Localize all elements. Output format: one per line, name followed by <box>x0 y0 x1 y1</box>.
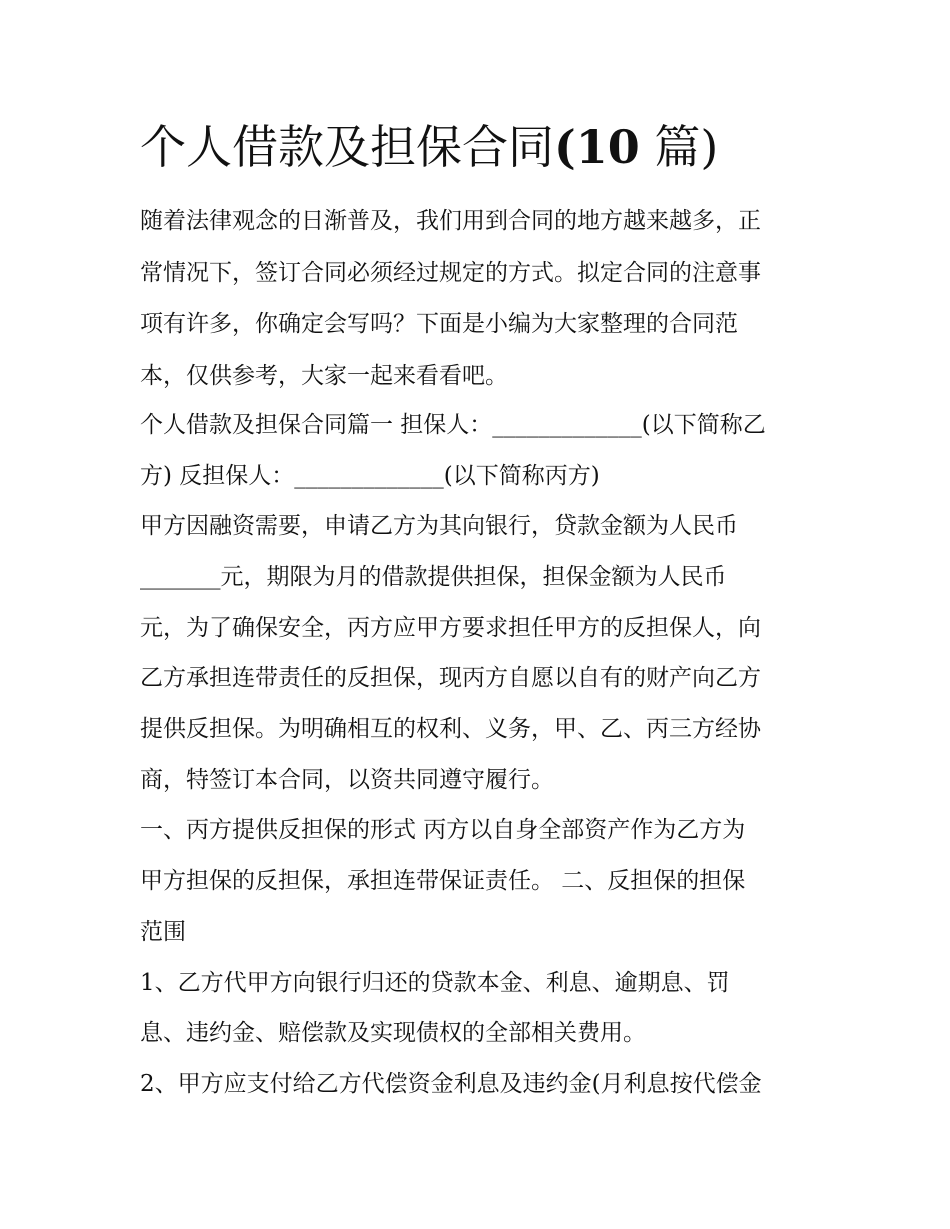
document-title <box>140 116 860 178</box>
body-line: 乙方承担连带责任的反担保，现丙方自愿以自有的财产向乙方 <box>140 665 761 691</box>
body-line: 方) 反担保人：_____________(以下简称丙方) <box>140 463 600 489</box>
title-number: (10 <box>554 120 640 174</box>
body-line: 一、丙方提供反担保的形式 丙方以自身全部资产作为乙方为 <box>140 817 746 843</box>
body-line: 提供反担保。为明确相互的权利、义务，甲、乙、丙三方经协 <box>140 716 761 742</box>
body-line: 项有许多，你确定会写吗？下面是小编为大家整理的合同范 <box>140 311 738 337</box>
title-prefix: 个人借款及担保合同 <box>140 120 554 174</box>
body-line: _______元，期限为月的借款提供担保，担保金额为人民币 <box>140 564 727 590</box>
body-line: 个人借款及担保合同篇一 担保人：_____________(以下简称乙 <box>140 412 766 438</box>
body-line: 甲方担保的反担保，承担连带保证责任。 二、反担保的担保 <box>140 868 746 894</box>
body-line: 2、甲方应支付给乙方代偿资金利息及违约金(月利息按代偿金 <box>140 1071 762 1097</box>
title-suffix: 篇) <box>639 120 719 174</box>
body-line: 甲方因融资需要，申请乙方为其向银行，贷款金额为人民币 <box>140 513 738 539</box>
body-line: 范围 <box>140 919 186 945</box>
body-line: 息、违约金、赔偿款及实现债权的全部相关费用。 <box>140 1020 646 1046</box>
body-line: 本，仅供参考，大家一起来看看吧。 <box>140 363 508 389</box>
body-line: 商，特签订本合同，以资共同遵守履行。 <box>140 767 554 793</box>
body-line: 随着法律观念的日渐普及，我们用到合同的地方越来越多，正 <box>140 208 761 234</box>
body-line: 元，为了确保安全，丙方应甲方要求担任甲方的反担保人，向 <box>140 615 761 641</box>
body-line: 1、乙方代甲方向银行归还的贷款本金、利息、逾期息、罚 <box>140 970 730 996</box>
body-line: 常情况下，签订合同必须经过规定的方式。拟定合同的注意事 <box>140 260 761 286</box>
